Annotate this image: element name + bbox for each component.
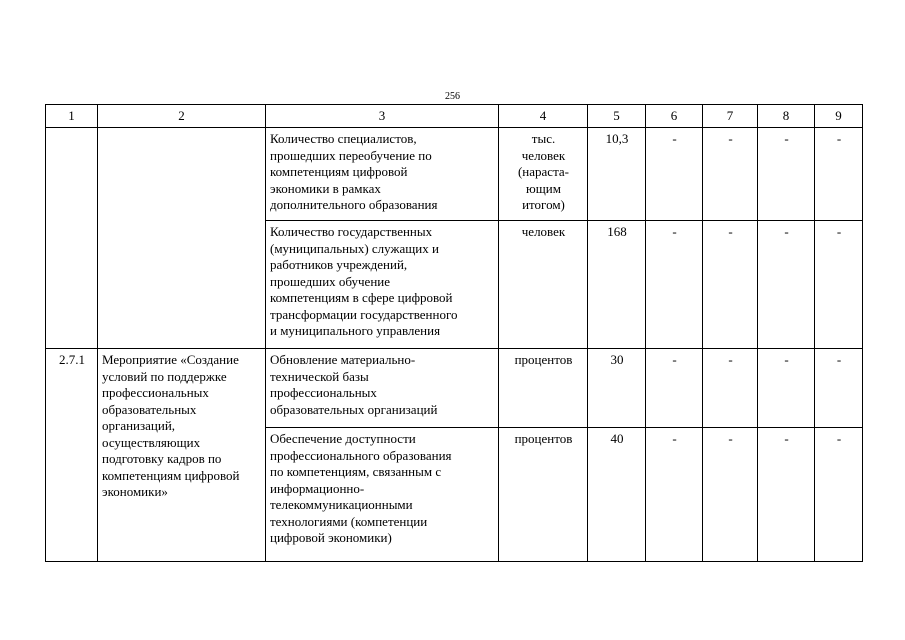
header-cell: 6	[646, 105, 703, 128]
activity-cell: Мероприятие «Создание условий по поддержке профессиональных образовательных организаций, осуществляющих подготовку кадров по компетенциям цифровой экономики»	[102, 352, 240, 499]
indicators-table	[45, 104, 863, 562]
table-row	[46, 128, 863, 221]
header-cell: 1	[46, 105, 98, 128]
value-cell: -	[758, 428, 815, 562]
unit-cell: процентов	[514, 431, 573, 446]
indicator-cell: Количество государственных (муниципальных) служащих и работников учреждений, прошедших обучение компетенциям в сфере цифровой трансформации государственного и муниципального управления	[270, 224, 458, 338]
value-cell: -	[815, 349, 863, 428]
value-cell: -	[758, 128, 815, 221]
header-cell: 8	[758, 105, 815, 128]
value-cell: -	[758, 349, 815, 428]
indicator-cell: Количество специалистов, прошедших переобучение по компетенциям цифровой экономики в рамках дополнительного образования	[270, 131, 438, 212]
value-cell: 168	[588, 221, 646, 349]
value-cell: -	[646, 128, 703, 221]
header-cell: 5	[588, 105, 646, 128]
header-cell: 2	[98, 105, 266, 128]
number-cell	[46, 128, 98, 349]
value-cell: -	[646, 428, 703, 562]
value-cell: -	[703, 349, 758, 428]
value-cell: -	[703, 428, 758, 562]
value-cell: 30	[588, 349, 646, 428]
header-cell: 7	[703, 105, 758, 128]
unit-cell: тыс. человек (нараста- ющим итогом)	[517, 131, 570, 212]
value-cell: 10,3	[588, 128, 646, 221]
table-row	[46, 349, 863, 428]
header-cell: 3	[266, 105, 499, 128]
activity-cell	[98, 128, 266, 349]
unit-cell: процентов	[514, 352, 573, 367]
header-cell: 9	[815, 105, 863, 128]
value-cell: -	[703, 128, 758, 221]
value-cell: -	[758, 221, 815, 349]
value-cell: -	[646, 221, 703, 349]
value-cell: -	[703, 221, 758, 349]
unit-cell: человек	[521, 224, 566, 239]
header-row	[46, 105, 863, 128]
value-cell: -	[646, 349, 703, 428]
number-cell: 2.7.1	[46, 349, 98, 562]
header-cell: 4	[499, 105, 588, 128]
value-cell: -	[815, 128, 863, 221]
indicator-cell: Обновление материально- технической базы профессиональных образовательных организаций	[270, 352, 438, 417]
page-number: 256	[445, 91, 460, 102]
value-cell: -	[815, 221, 863, 349]
indicator-cell: Обеспечение доступности профессионального образования по компетенциям, связанным с информационно- телекоммуникационными технологиями (компетенции цифровой экономики)	[270, 431, 452, 545]
value-cell: -	[815, 428, 863, 562]
value-cell: 40	[588, 428, 646, 562]
